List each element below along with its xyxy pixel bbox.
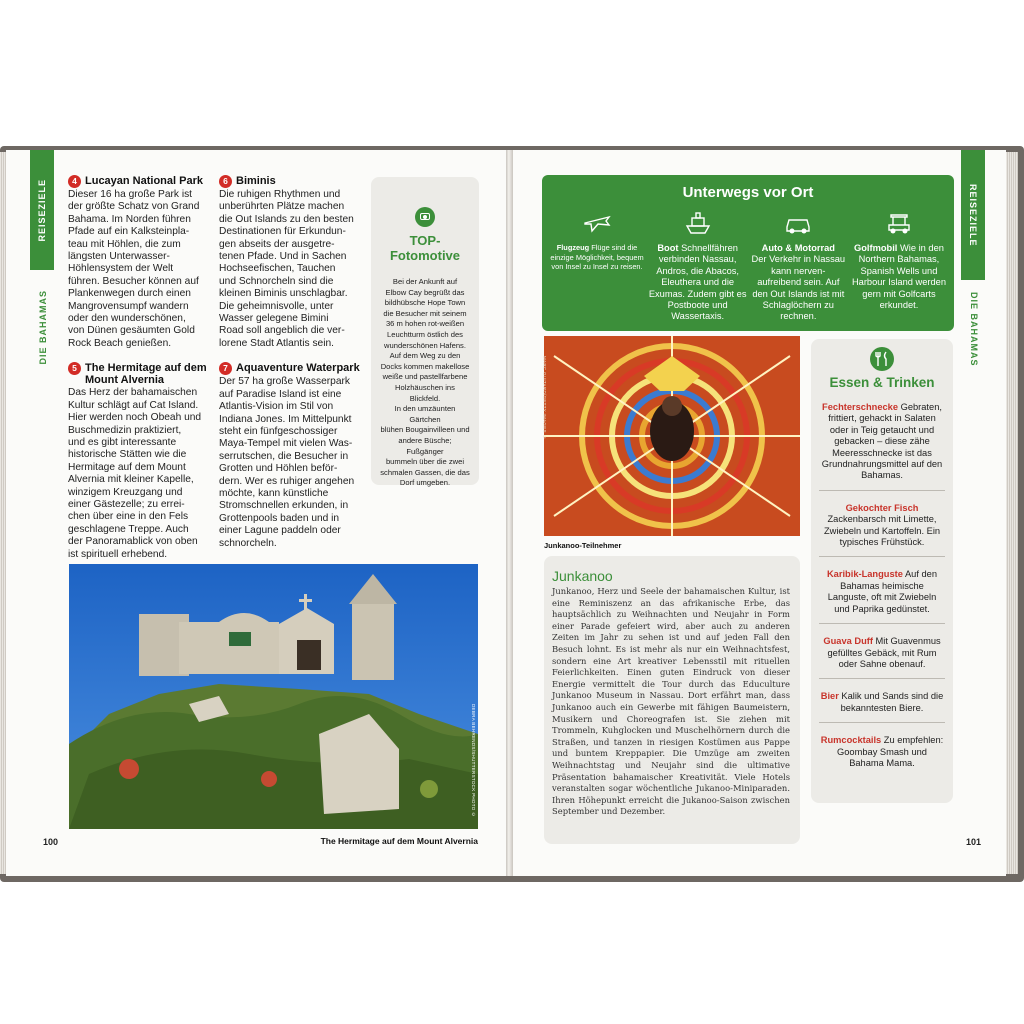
- food-item: Bier Kalik und Sands sind die bekanntesten Biere.: [819, 691, 945, 723]
- food-item: Gekochter Fisch Zackenbarsch mit Limette, Zwiebeln und Kartoffeln. Ein typisches Frühstück.: [819, 503, 945, 558]
- ship-icon: [649, 209, 747, 239]
- golf-cart-icon: [850, 209, 948, 239]
- food-item: Fechterschnecke Gebraten, frittiert, gehackt in Salaten oder in Teig getaucht und gebacken – diese zähe Meeresschnecke ist das Grundnahrungsmittel auf den Bahamas.: [819, 402, 945, 491]
- foto-box-title: TOP- Fotomotive: [389, 233, 461, 263]
- right-page: [513, 150, 1006, 876]
- number-badge: 4: [68, 175, 81, 188]
- section-sublabel: DIE BAHAMAS: [38, 290, 48, 365]
- text-column-2: [219, 175, 369, 562]
- section-5: [68, 362, 218, 561]
- number-badge: 6: [219, 175, 232, 188]
- page-number: 100: [43, 837, 59, 847]
- food-item: Guava Duff Mit Guavenmus gefülltes Gebäck, mit Rum oder Sahne obenauf.: [819, 636, 945, 679]
- section-7: [219, 362, 369, 550]
- transport-item-golfmobil: Golfmobil Wie in den Northern Bahamas, Spanish Wells und Harbour Island werden gern mit Golfcarts erkundet.: [850, 209, 948, 323]
- book-gutter: [506, 150, 513, 876]
- food-item: Karibik-Languste Auf den Bahamas heimische Languste, oft mit Zwiebeln und Paprika gedünstet.: [819, 569, 945, 624]
- photo-caption: Junkanoo-Teilnehmer: [544, 541, 622, 550]
- section-title: Lucayan National Park: [85, 175, 203, 187]
- airplane-icon: [548, 209, 646, 239]
- section-tab: REISEZIELE: [961, 150, 985, 280]
- section-body: Die ruhigen Rhythmen und unberührten Plätze machen die Out Islands zu den besten Destinationen für Erkundun- gen abseits der ausgetre- tenen Pfade. Und in Sachen Hochseefischen, Tauchen und Schnorcheln sind die kleinen Biminis unschlagbar. Die geheimnisvolle, unter Wasser gelegene Bimini Road soll angeblich die ver- lorene Stadt Atlantis sein.: [219, 189, 354, 349]
- transport-item-flugzeug: Flugzeug Flüge sind die einzige Möglichkeit, bequem von Insel zu Insel zu reisen.: [548, 209, 646, 323]
- section-6: [219, 175, 369, 350]
- photo-caption: The Hermitage auf dem Mount Alvernia: [320, 836, 478, 846]
- section-title: Biminis: [236, 175, 276, 187]
- camera-icon: [415, 207, 435, 227]
- page-number: 101: [966, 837, 982, 847]
- text-column-1: [68, 175, 218, 573]
- essen-title: Essen & Trinken: [829, 375, 935, 390]
- junkanoo-photo: [544, 336, 800, 536]
- section-title: The Hermitage auf dem Mount Alvernia: [85, 362, 207, 387]
- transport-item-boot: Boot Schnellfähren verbinden Nassau, Andros, die Abacos, Eleuthera und die Exumas. Zudem gibt es Postboote und Wassertaxis.: [649, 209, 747, 323]
- section-body: Dieser 16 ha große Park ist der größte Schatz von Grand Bahama. Im Norden führen Pfade auf ein Kalksteinpla- teau mit Höhlen, die zum längsten Unterwasser- Höhlensystem der Welt führen. Besucher können auf Plankenwegen durch einen Mangrovensumpf wandern oder den wunderschönen, von Dünen gesäumten Gold Rock Beach genießen.: [68, 189, 200, 349]
- junkanoo-illustration: [544, 336, 800, 536]
- left-page: [6, 150, 507, 876]
- foto-box-text: Bei der Ankunft auf Elbow Cay begrüßt das bildhübsche Hope Town die Besucher mit seinem 36 m hohen rot-weißen Leuchtturm östlich des wunderschönen Hafens. Auf dem Weg zu den Docks kommen makellose weiße und pastellfarbene Holzhäuschen ins Blickfeld. In den umzäunten Gärtchen blühen Bougainvilleen und andere Büsche; Fußgänger bummeln über die zwei schmalen Gassen, die das Dorf umgeben.: [380, 277, 470, 488]
- top-fotomotive-box: [371, 177, 479, 488]
- page-edges-right: [1006, 152, 1018, 874]
- number-badge: 5: [68, 362, 81, 375]
- hermitage-illustration: [69, 564, 478, 829]
- essen-trinken-box: [811, 339, 953, 803]
- section-tab: REISEZIELE: [30, 150, 54, 270]
- unterwegs-title: Unterwegs vor Ort: [682, 184, 814, 201]
- junkanoo-box: [544, 556, 800, 844]
- food-item: Rumcocktails Zu empfehlen: Goombay Smash und Bahama Mama.: [820, 735, 944, 768]
- hermitage-photo: [69, 564, 478, 829]
- junkanoo-text: Junkanoo, Herz und Seele der bahamaischen Kultur, ist eine Reminiszenz an das afrikanische Erbe, das hauptsächlich zu Weihnachten und Neujahr in Form einer Parade gefeiert wird, aber auch zu anderen Zeiten im Jahr zu sehen ist und auf jeden Fall den Besuch lohnt. Es ist mehr als nur ein Weihnachtsfest, sondern eine Art kreativer Lebensstil mit rituellen Feierlichkeiten. Einen guten Eindruck von dieser Energie vermittelt die Tour durch das Educulture Junkanoo Museum in Nassau. Dort erfährt man, dass Junkanoo auch ein Gewerbe mit fähigen Baumeistern, Musikern und Choreografen ist. Sie ziehen mit Trommeln, Kuhglocken und Muschelhörnern durch die Straßen, und tanzen in riesigen Kostümen aus Pappe und buntem Kreppapier. Die Umzüge am zweiten Weihnachtstag und Neujahr sind die ultimative Präsentation bahamaischer Kreativität. Viele Hotels veranstalten sogar wöchentliche Jukanoo-Miniparaden. Ihren Höhepunkt erreicht die Jukanoo-Saison zwischen September und Dezember.: [552, 586, 790, 817]
- number-badge: 7: [219, 362, 232, 375]
- section-body: Der 57 ha große Wasserpark auf Paradise Island ist eine Atlantis-Vision im Stil von Indiana Jones. Im Mittelpunkt steht ein fünfgeschossiger Maya-Tempel mit vielen Was- serrutschen, die Besucher in Grotten und Höhlen beför- dern. Wer es ruhiger angehen möchte, kann künstliche Stromschnellen erkunden, in Grottenpools baden und in einer Lagune paddeln oder schnorcheln.: [219, 376, 355, 549]
- section-body: Das Herz der bahamaischen Kultur schlägt auf Cat Island. Hier werden noch Obeah und Buschmedizin praktiziert, und es gibt interessante historische Stätten wie die Hermitage auf dem Mount Alvernia mit kleiner Kapelle, winzigem Kreuzgang und einer Gästezelle; zu errei- chen über eine in den Fels geschlagene Treppe. Auch der Panoramablick von oben ist spirituell erhebend.: [68, 387, 202, 560]
- section-sublabel: DIE BAHAMAS: [969, 292, 979, 367]
- car-icon: [749, 209, 847, 239]
- transport-item-auto: Auto & Motorrad Der Verkehr in Nassau kann nerven-aufreibend sein. Auf den Out Islands ist mit Schlaglöchern zu rechnen.: [749, 209, 847, 323]
- photo-credit: DEBRA BEHRENDS/SHUTTERSTOCK PHOTO ©: [471, 704, 476, 818]
- photo-credit: MARC GUITARD/GETTY IMAGES ©: [542, 356, 547, 440]
- fork-knife-icon: [870, 347, 894, 371]
- section-4: [68, 175, 218, 350]
- unterwegs-box: [542, 175, 954, 331]
- section-title: Aquaventure Waterpark: [236, 362, 360, 375]
- junkanoo-title: Junkanoo: [552, 568, 613, 584]
